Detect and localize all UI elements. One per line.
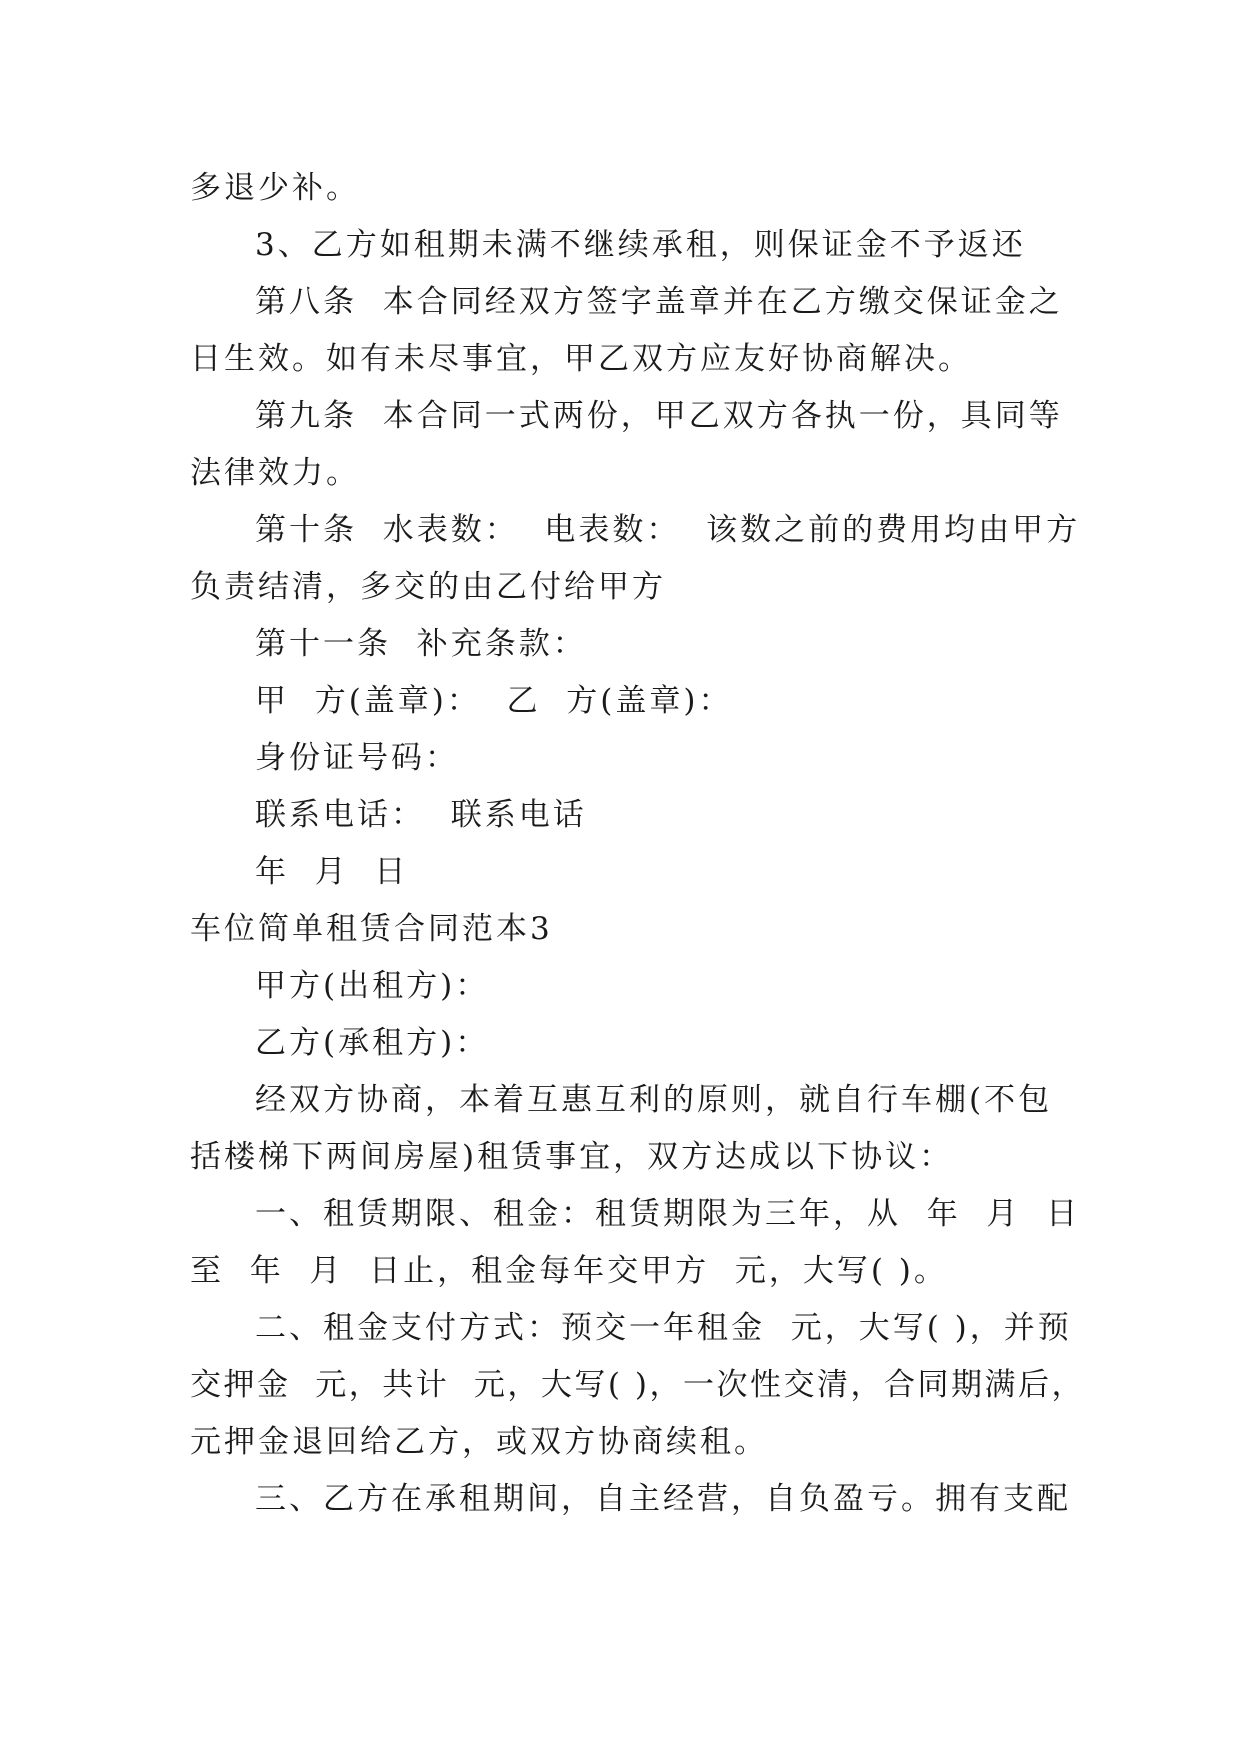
clause-2-line: 二、租金支付方式：预交一年租金 元，大写( )，并预 [255, 1310, 1072, 1346]
text-line: 负责结清，多交的由乙付给甲方 [190, 569, 666, 605]
clause-1-line: 一、租赁期限、租金：租赁期限为三年，从 年 月 日 [255, 1196, 1081, 1232]
text-line: 法律效力。 [190, 455, 360, 491]
article-8-line: 第八条 本合同经双方签字盖章并在乙方缴交保证金之 [255, 284, 1063, 320]
section-title: 车位简单租赁合同范本3 [190, 911, 553, 947]
signature-line: 甲 方(盖章)： 乙 方(盖章)： [255, 683, 733, 719]
party-a-line: 甲方(出租方)： [255, 968, 490, 1004]
contact-phone-line: 联系电话： 联系电话 [255, 797, 587, 833]
text-line: 元押金退回给乙方，或双方协商续租。 [190, 1424, 768, 1460]
text-line: 3、乙方如租期未满不继续承租，则保证金不予返还 [255, 227, 1026, 263]
article-10-line: 第十条 水表数： 电表数： 该数之前的费用均由甲方 [255, 512, 1081, 548]
id-number-line: 身份证号码： [255, 740, 459, 776]
text-line: 括楼梯下两间房屋)租赁事宜，双方达成以下协议： [190, 1139, 954, 1175]
text-line: 多退少补。 [190, 170, 360, 206]
article-11-line: 第十一条 补充条款： [255, 626, 587, 662]
text-line: 交押金 元，共计 元，大写( )，一次性交清，合同期满后， [190, 1367, 1085, 1403]
clause-3-line: 三、乙方在承租期间，自主经营，自负盈亏。拥有支配 [255, 1481, 1071, 1517]
text-line: 经双方协商，本着互惠互利的原则，就自行车棚(不包 [255, 1082, 1053, 1118]
text-line: 日生效。如有未尽事宜，甲乙双方应友好协商解决。 [190, 341, 972, 377]
text-line: 至 年 月 日止，租金每年交甲方 元，大写( )。 [190, 1253, 948, 1289]
date-line: 年 月 日 [255, 854, 409, 890]
article-9-line: 第九条 本合同一式两份，甲乙双方各执一份，具同等 [255, 398, 1063, 434]
party-b-line: 乙方(承租方)： [255, 1025, 490, 1061]
